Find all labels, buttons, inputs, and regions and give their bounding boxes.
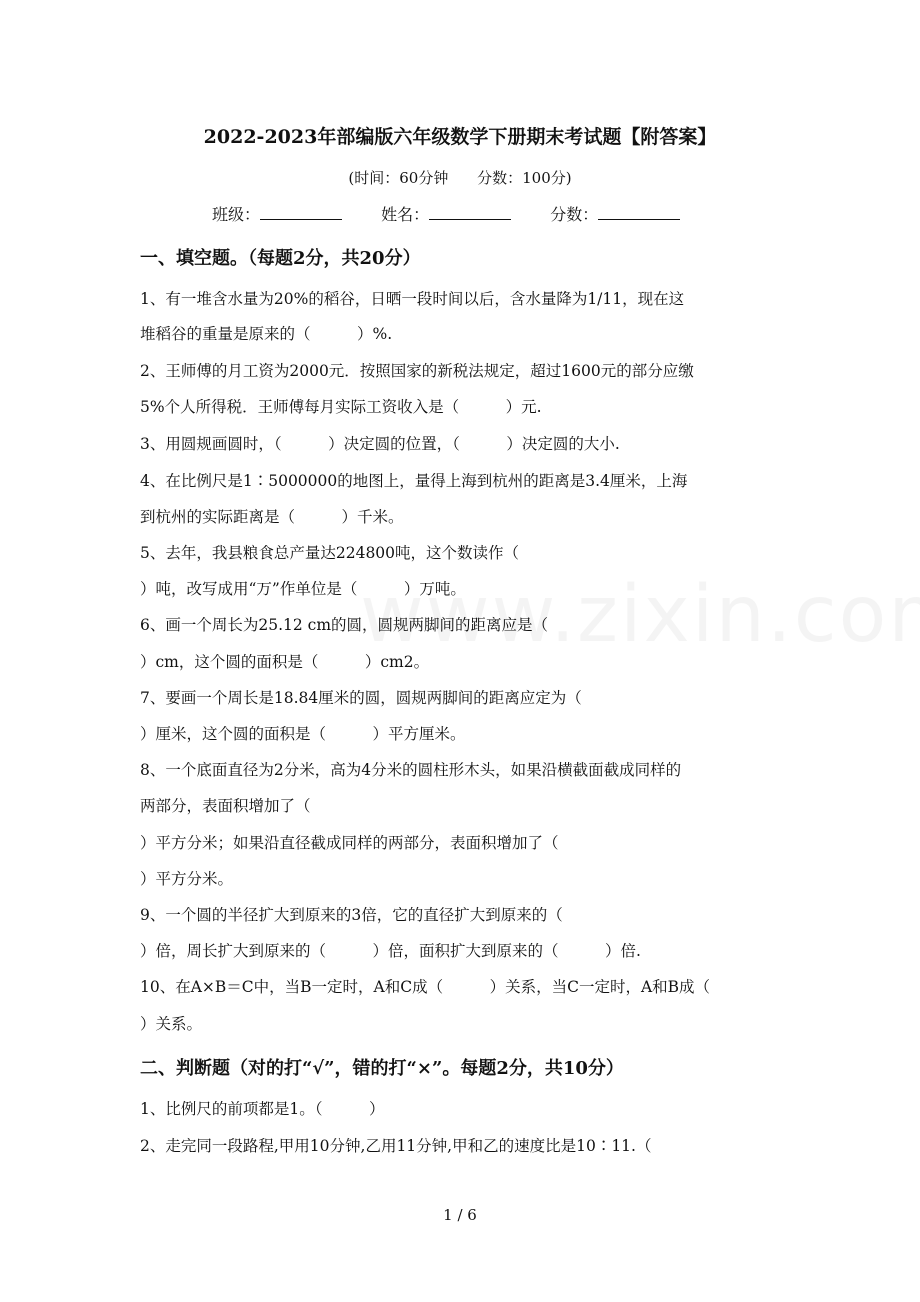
time-limit: (时间：60分钟 <box>348 169 449 187</box>
question-line: ）平方分米；如果沿直径截成同样的两部分，表面积增加了（ <box>140 834 559 852</box>
question-line: 2、走完同一段路程,甲用10分钟,乙用11分钟,甲和乙的速度比是10∶11.（ <box>140 1137 652 1155</box>
page-number: 1 / 6 <box>443 1206 477 1224</box>
class-label: 班级： <box>212 205 261 224</box>
question-line: 8、一个底面直径为2分米，高为4分米的圆柱形木头，如果沿横截面截成同样的 <box>140 761 682 779</box>
question-line: 10、在A×B＝C中，当B一定时，A和C成（ ）关系，当C一定时，A和B成（ <box>140 978 711 996</box>
question-line: ）厘米，这个圆的面积是（ ）平方厘米。 <box>140 725 466 743</box>
question-line: 3、用圆规画圆时，（ ）决定圆的位置，（ ）决定圆的大小. <box>140 435 620 453</box>
page-title: 2022-2023年部编版六年级数学下册期末考试题【附答案】 <box>203 126 717 148</box>
question-line: 5%个人所得税．王师傅每月实际工资收入是（ ）元. <box>140 398 542 416</box>
question-line: 9、一个圆的半径扩大到原来的3倍，它的直径扩大到原来的（ <box>140 906 563 924</box>
question-line: ）关系。 <box>140 1015 203 1033</box>
name-label: 姓名： <box>381 205 430 224</box>
question-line: 1、比例尺的前项都是1。（ ） <box>140 1100 385 1118</box>
question-line: 5、去年，我县粮食总产量达224800吨，这个数读作（ <box>140 544 520 562</box>
question-line: ）吨，改写成用“万”作单位是（ ）万吨。 <box>140 580 466 598</box>
question-line: 4、在比例尺是1∶5000000的地图上，量得上海到杭州的距离是3.4厘米，上海 <box>140 472 688 490</box>
question-line: 6、画一个周长为25.12 cm的圆，圆规两脚间的距离应是（ <box>140 616 549 634</box>
student-info-row <box>212 202 714 225</box>
question-line: 到杭州的实际距离是（ ）千米。 <box>140 508 404 526</box>
question-line: 2、王师傅的月工资为2000元．按照国家的新税法规定，超过1600元的部分应缴 <box>140 362 694 380</box>
section-true-false-heading: 二、判断题（对的打“√”，错的打“×”。每题2分，共10分） <box>140 1058 624 1079</box>
score-label: 分数： <box>550 205 599 224</box>
score-blank <box>598 203 680 220</box>
question-line: 7、要画一个周长是18.84厘米的圆，圆规两脚间的距离应定为（ <box>140 689 582 707</box>
exam-subtitle <box>0 167 920 188</box>
section-fill-blank-heading: 一、填空题。（每题2分，共20分） <box>140 248 421 269</box>
question-line: 堆稻谷的重量是原来的（ ）%. <box>140 325 393 343</box>
class-blank <box>260 203 342 220</box>
question-line: ）cm，这个圆的面积是（ ）cm2。 <box>140 653 430 671</box>
question-line: 两部分，表面积增加了（ <box>140 797 311 815</box>
question-line: ）平方分米。 <box>140 870 234 888</box>
question-line: ）倍，周长扩大到原来的（ ）倍，面积扩大到原来的（ ）倍. <box>140 942 641 960</box>
question-line: 1、有一堆含水量为20%的稻谷，日晒一段时间以后，含水量降为1/11，现在这 <box>140 290 685 308</box>
total-score: 分数：100分) <box>477 169 572 187</box>
name-blank <box>429 203 511 220</box>
